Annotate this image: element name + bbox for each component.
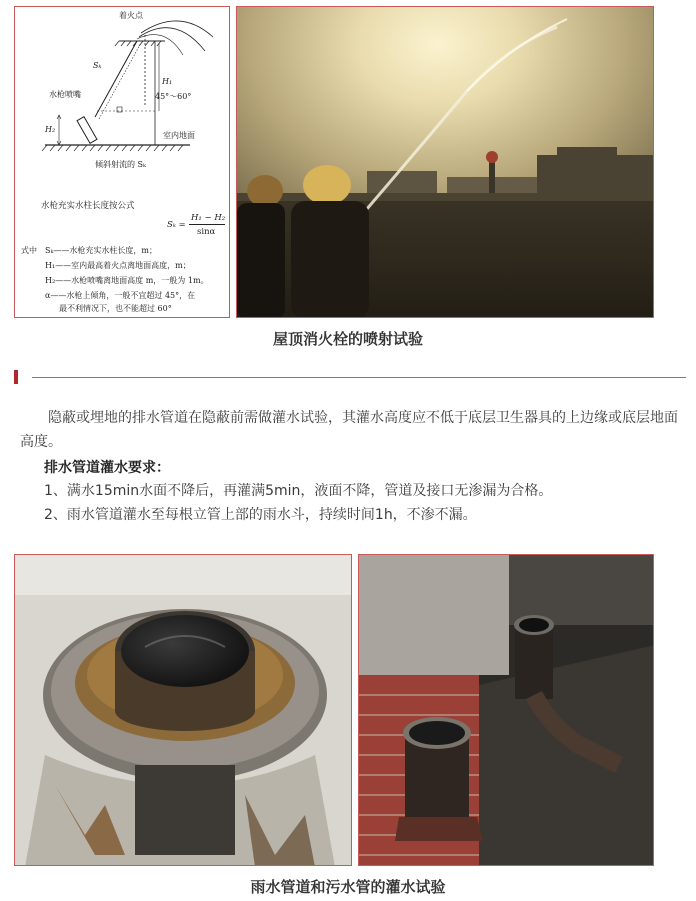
sewage-pipe-image [359,555,654,866]
paragraph-intro: 隐蔽或埋地的排水管道在隐蔽前需做灌水试验，其灌水高度应不低于底层卫生器具的上边缘或底层地面高度。 [20,410,678,450]
formula-fraction-bar [189,224,225,225]
rooftop-spray-photo [236,6,654,318]
label-h2: H₂ [45,125,56,134]
formula-title: 水枪充实水柱长度按公式 [41,201,135,211]
formula-def-1: Sₖ——水枪充实水柱长度，m； [45,246,157,255]
rainwater-pipe-photo [14,554,352,866]
label-indoor-floor: 室内地面 [163,131,195,140]
figure2-caption: 雨水管道和污水管的灌水试验 [250,878,446,896]
rooftop-spray-image [237,7,654,318]
formula-lhs: Sₖ = [167,220,186,230]
formula-def-2: H₁——室内最高着火点离地面高度，m； [45,261,191,270]
label-nozzle: 水枪喷嘴 [49,90,81,99]
formula-denominator: sinα [197,227,216,237]
requirement-item-1: 1、满水15min水面不降后，再灌满5min，液面不降，管道及接口无渗漏为合格。 [44,483,553,499]
fire-hose-diagram [14,6,230,318]
formula-def-3: H₂——水枪喷嘴离地面高度 m，一般为 1m。 [45,276,209,285]
formula-def-4b: 最不利情况下，也不能超过 60° [59,304,172,313]
diagram-drawing [15,7,230,157]
rainwater-pipe-image [15,555,352,866]
sewage-pipe-photo [358,554,654,866]
label-h1: H₁ [162,77,173,86]
formula-numerator: H₁ − H₂ [191,213,226,223]
label-angle: 45°～60° [155,92,192,101]
formula-where: 式中 [21,246,37,255]
label-oblique-range: 倾斜射流的 Sₖ [95,160,146,169]
requirements-title: 排水管道灌水要求： [44,460,170,476]
label-sk: Sₖ [93,61,102,70]
requirement-item-2: 2、雨水管道灌水至每根立管上部的雨水斗，持续时间1h，不渗不漏。 [44,507,477,523]
label-ignition-point: 着火点 [119,11,143,20]
section-divider [14,370,686,384]
divider-accent-bar [14,370,18,384]
formula-def-4a: α——水枪上倾角，一般不宜超过 45°，在 [45,291,196,300]
divider-line [32,377,686,378]
figure1-caption: 屋顶消火栓的喷射试验 [272,330,423,348]
